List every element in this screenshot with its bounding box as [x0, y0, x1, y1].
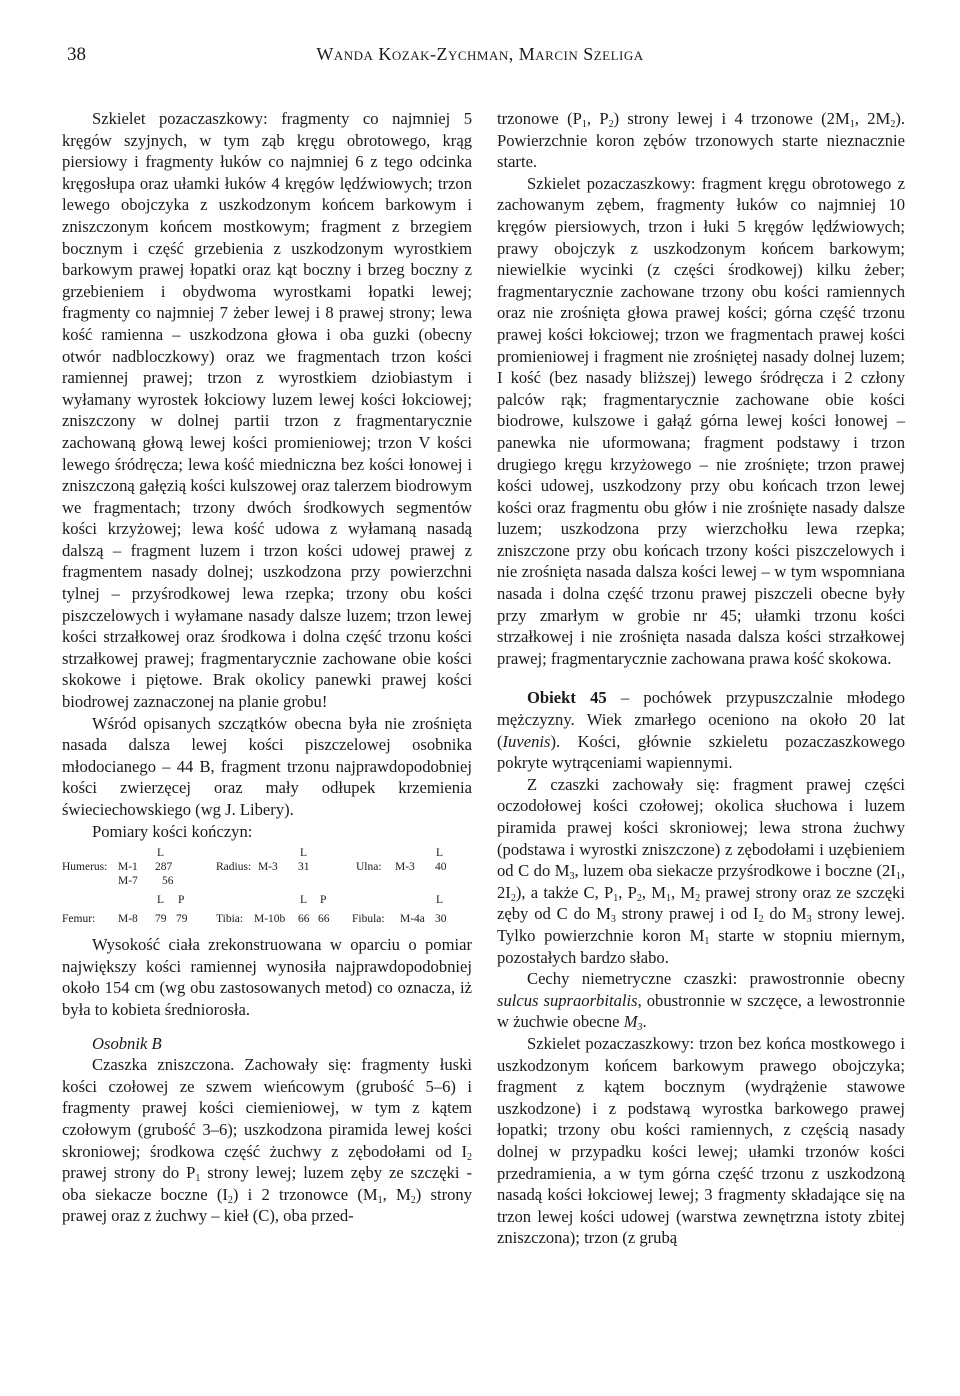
measurement-code: M-10b	[254, 913, 286, 926]
paragraph-skeleton-a: Szkielet pozaczaszkowy: fragmenty co najmniej 5 kręgów szyjnych, w tym ząb kręgu obrotowego, krąg piersiowy i fragmenty łuków co najmniej 6 z tego odcinka kręgosłupa oraz ułamki łuków 4 kręgów lędźwiowych; trzon lewego obojczyka z uszkodzonym końcem barkowym i zniszczonym końcem mostkowym; fragment z brzegiem bocznym i część grzebienia z uszkodzonym wyrostkiem barkowym prawej łopatki oraz kąt boczny i brzeg boczny z grzebieniem i obydwoma wyrostkami łopatki lewej; fragmenty co najmniej 7 żeber lewej i 8 prawej strony; lewa kość ramienna – uszkodzona głowa i oba guzki (obecny otwór nadbloczkowy) oraz we fragmentach trzon kości ramiennej prawej; trzon z wyrostkiem dziobiastym i wyłamany wyrostek łokciowy luzem lewej kości łokciowej; zniszczony w dolnej partii trzon z fragmentarycznie zachowaną głową lewej kości promieniowej; trzon V kości lewego śródręcza; lewa kość miedniczna bez kości łonowej i zniszczoną gałęzią kości kulszowej oraz talerzem biodrowym we fragmentach; trzony dwóch środkowych segmentów kości krzyżowej; lewa kość udowa z wyłamaną nasadą dalszą – fragment luzem i trzon kości udowej prawej z fragmentem nasady dolnej; uszkodzona przy powierzchni tylnej – przyśrodkowej lewa rzepka; trzony obu kości piszczelowych i wyłamane nasady dalsze luzem; trzon lewej kości strzałkowej oraz środkowa i dolna część trzonu kości strzałkowej prawej; fragmentarycznie zachowane obie kości skokowe i piętowe. Brak okolicy panewki prawej kości biodrowej zaznaczonej na planie grobu!	[62, 109, 472, 712]
paragraph-skeleton-b: Szkielet pozaczaszkowy: fragment kręgu obrotowego z zachowanym zębem, fragmenty łuków co najmniej 10 kręgów piersiowych, trzon i łuki 5 kręgów lędźwiowych; prawy obojczyk z uszkodzonym końcem barkowym; niewielkie wycinki (z części środkowej) kilku żeber; fragmentarycznie zachowane trzony obu kości ramiennych oraz nie zrośnięta głowa prawej kości; górna część trzonu prawej kości łokciowej; trzon we fragmentach prawej kości promieniowej i fragment nie zrośniętej nasady dolnej luzem; I kość (bez nasady bliższej) lewego śródręcza i 2 człony palców rąk; fragmentarycznie zachowane obie kości biodrowe, kulszowe i gałąź górna lewej kości łonowej – panewka nie uformowana; fragment podstawy i trzon drugiego kręgu krzyżowego – nie zrośnięte; trzon prawej kości udowej, uszkodzony przy obu końcach trzon lewej kości oraz fragmentu obu głów i nie zrośnięte nasady dalsze luzem; uszkodzona przy wierzchołku lewa rzepka; zniszczone przy obu końcach trzony kości piszczelowych i nie zrośnięta nasada dalsza kości lewej – w tym wspomniana nasada i dolna część trzonu prawej piszczeli obecne były przy zmarłym w grobie nr 45; ułamki trzonu kości strzałkowej i nie zrośnięta nasada dalsza kości strzałkowej prawej; fragmentarycznie zachowana prawa kość skokowa.	[497, 173, 905, 668]
paragraph-object-45: Obiekt 45 – pochówek przypuszczalnie młodego mężczyzny. Wiek zmarłego oceniono na około 20 lat (Iuvenis). Kości, głównie szkieletu pozaczaszkowego pokryte wytrąceniami wapiennymi.	[497, 688, 906, 773]
col-l-header: L	[157, 847, 165, 860]
left-column	[62, 108, 472, 1227]
paragraph-skull-45: Z czaszki zachowały się: fragment prawej części oczodołowej kości czołowej; okolica słuchowa i luzem piramida prawej kości skroniowej; lewa strona żuchwy (podstawa i wyrostki zniszczone) z zębodołami i uzębieniem od C do $M_3$, luzem oba siekacze przyśrodkowe i boczne ($2I_1$, $2I_2$), a także C, $P_1$, $P_2$, $M_1$, $M_2$ prawej strony oraz ze szczęki zęby od C do $M_3$ strony prawej i od $I_2$ do $M_3$ strony lewej. Tylko powierzchnie koron $M_1$ starte w stopniu miernym, pozostałych bardzo słabo.	[497, 774, 905, 967]
paragraph-postcranial-45: Szkielet pozaczaszkowy: trzon bez końca mostkowego i uszkodzonym końcem barkowym prawego obojczyka; fragment z kątem bocznym (wydrążenie stawowe uszkodzone) i z podstawą wyrostka barkowego prawej łopatki; trzony obu kości ramiennych, z częścią nasady dolnej w przypadku kości lewej; ułamki trzonów kości przedramienia, a w tym górna część trzonu z uszkodzoną nasadą kości łokciowej lewej; 3 fragmenty składające się na trzon lewej kości udowej (warstwa zewnętrzna istoty zbitej zniszczona); trzon (z grubą	[497, 1033, 905, 1248]
running-head: Wanda Kozak-Zychman, Marcin Szeliga	[316, 44, 644, 64]
paragraph-nonmetric: Cechy niemetryczne czaszki: prawostronnie obecny sulcus supraorbitalis, obustronnie w szczęce, a lewostronnie w żuchwie obecne $M_3$.	[497, 969, 906, 1034]
measurement-value: 66	[318, 913, 330, 926]
measurements-table	[62, 846, 472, 926]
page-header	[60, 44, 900, 74]
measurements-row-humerus	[62, 860, 472, 874]
bone-label: Humerus:	[62, 861, 108, 874]
heading-individual-b: Osobnik B	[92, 1033, 162, 1053]
measurement-code: M-4a	[400, 913, 425, 926]
bone-label: Fibula:	[352, 913, 385, 926]
measurement-value: 66	[298, 913, 310, 926]
paragraph-skull-b: Czaszka zniszczona. Zachowały się: fragmenty łuski kości czołowej ze szwem wieńcowym (grubość 5–6) i fragmenty prawej kości ciemieniowej, w tym z kątem czołowym (grubość 3–6); uszkodzona piramida lewej kości skroniowej; środkowa część żuchwy z zębodołami od $I_2$ prawej strony do $P_1$ strony lewej; luzem zęby ze szczęki - oba siekacze boczne $(I_2)$ i 2 trzonowce ($M_1$, $M_2$) strony prawej oraz z żuchwy – kieł (C), oba przed-	[62, 1055, 472, 1226]
measurement-code: M-3	[258, 861, 278, 874]
measurement-value: 40	[435, 861, 447, 874]
measurement-value: 287	[155, 861, 173, 874]
col-p-header: P	[178, 894, 185, 907]
measurement-value: 30	[435, 913, 447, 926]
page-number: 38	[67, 44, 86, 65]
measurement-code: M-3	[395, 861, 415, 874]
bone-label: Ulna:	[356, 861, 382, 874]
measurement-code: M-7	[118, 875, 138, 888]
paragraph-measurements-intro: Pomiary kości kończyn:	[92, 821, 253, 841]
col-l-header: L	[300, 847, 308, 860]
measurements-row-humerus-m7	[62, 874, 472, 888]
measurement-value: 79	[176, 913, 188, 926]
measurement-code: M-1	[118, 861, 138, 874]
col-l-header: L	[300, 894, 308, 907]
measurements-row-femur	[62, 912, 472, 926]
measurement-code: M-8	[118, 913, 138, 926]
measurement-value: 79	[155, 913, 167, 926]
measurements-header-row-2	[62, 893, 472, 907]
measurements-header-row	[62, 846, 472, 860]
col-p-header: P	[320, 894, 327, 907]
measurement-value: 31	[298, 861, 310, 874]
bone-label: Radius:	[216, 861, 252, 874]
col-l-header: L	[157, 894, 165, 907]
col-l-header: L	[436, 894, 444, 907]
right-column	[497, 108, 905, 1249]
bone-label: Tibia:	[216, 913, 244, 926]
col-l-header: L	[436, 847, 444, 860]
paragraph-remains: Wśród opisanych szczątków obecna była nie zrośnięta nasada dalsza lewej kości piszczelowej osobnika młodocianego – 44 B, fragment trzonu najprawdopodobniej kości zwierzęcej oraz mały odłupek krzemienia świeciechowskiego (wg J. Libery).	[62, 713, 472, 819]
measurement-value: 56	[162, 875, 174, 888]
bone-label: Femur:	[62, 913, 96, 926]
paragraph-teeth-continuation: trzonowe ($P_1$, $P_2$) strony lewej i 4 trzonowe ($2M_1$, $2M_2$). Powierzchnie koron zębów trzonowych starte nieznacznie starte.	[497, 109, 905, 172]
paragraph-stature: Wysokość ciała zrekonstruowana w oparciu o pomiar największy kości ramiennej wynosiła najprawdopodobniej około 154 cm (wg obu zastosowanych metod) co oznacza, iż była to kobieta średniorosła.	[62, 935, 472, 1019]
